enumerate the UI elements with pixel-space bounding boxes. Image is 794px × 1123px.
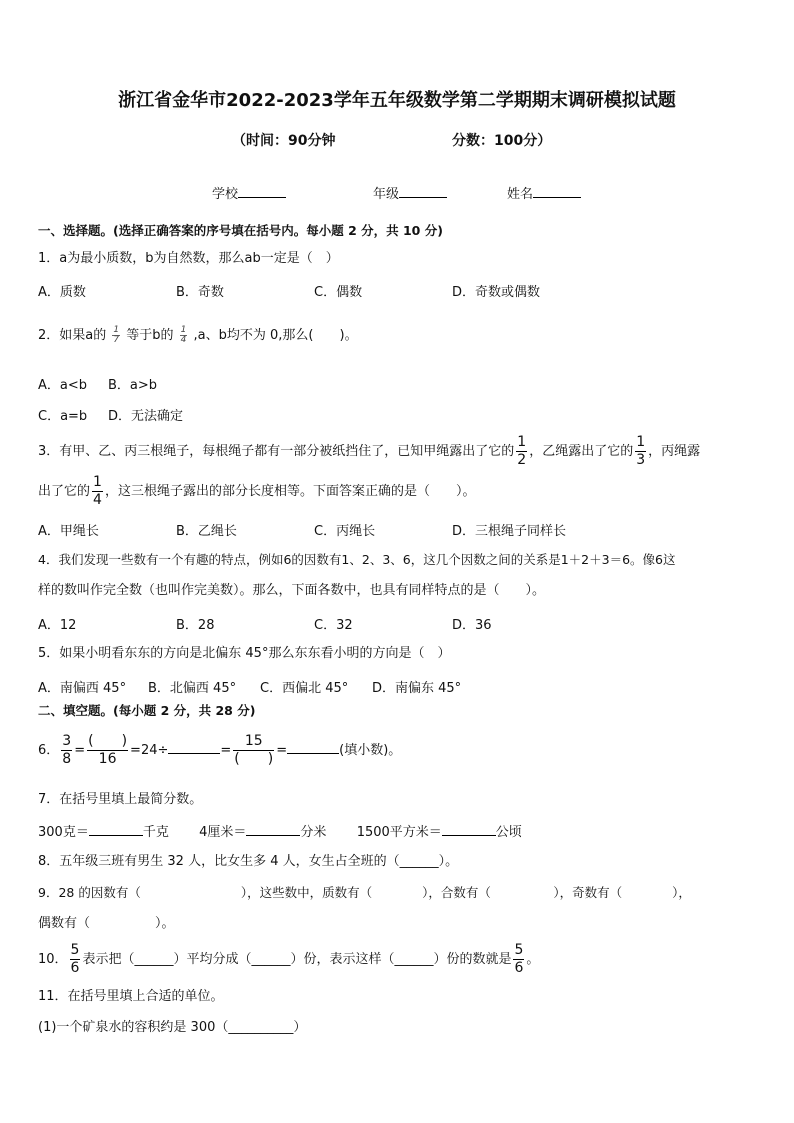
q9-line1: 9．28 的因数有（ ），这些数中，质数有（ ），合数有（ ），奇数有（ ）， bbox=[38, 885, 691, 900]
q2-fraction-2 bbox=[180, 326, 188, 345]
q2-f1-den: 7 bbox=[113, 335, 120, 345]
q3-option-a: A．甲绳长 bbox=[38, 524, 99, 539]
q6-f1-den: 8 bbox=[62, 751, 72, 767]
q5-option-c: C．西偏北 45° bbox=[260, 681, 349, 696]
q3-f1-den: 2 bbox=[517, 452, 527, 468]
q2-pre: 2．如果a的 bbox=[38, 328, 107, 343]
q6-fraction-3 bbox=[233, 733, 274, 768]
q3-line1 bbox=[38, 434, 700, 469]
q7-b-pre: 4厘米＝ bbox=[199, 825, 247, 840]
q2-option-a: A．a<b bbox=[38, 378, 88, 393]
section1-heading: 一、选择题。(选择正确答案的序号填在括号内。每小题 2 分，共 10 分) bbox=[38, 223, 443, 238]
q6-fraction-1 bbox=[61, 733, 72, 768]
q10-f1-num: 5 bbox=[70, 942, 80, 958]
q4-line2: 样的数叫作完全数（也叫作完美数）。那么，下面各数中，也具有同样特点的是（ ）。 bbox=[38, 583, 546, 598]
q4-option-d: D．36 bbox=[452, 618, 492, 633]
q4-option-c: C．32 bbox=[314, 618, 353, 633]
q6-num: 6． bbox=[38, 743, 60, 758]
q2-option-b: B．a>b bbox=[108, 378, 158, 393]
q1-text: 1．a为最小质数，b为自然数，那么ab一定是（ ） bbox=[38, 251, 339, 266]
score-label: 分数：100分） bbox=[452, 133, 552, 149]
q6-f3-num: 15 bbox=[233, 733, 274, 751]
q6-mid: =24÷ bbox=[130, 743, 169, 758]
q7-text: 7．在括号里填上最简分数。 bbox=[38, 792, 203, 807]
q10-text bbox=[38, 942, 539, 978]
q5-option-b: B．北偏西 45° bbox=[148, 681, 237, 696]
q1-option-c: C．偶数 bbox=[314, 285, 363, 300]
q8-text: 8．五年级三班有男生 32 人，比女生多 4 人，女生占全班的（______）。 bbox=[38, 854, 459, 869]
q4-line1: 4．我们发现一些数有一个有趣的特点，例如6的因数有1、2、3、6，这几个因数之间的关系是1＋2＋3＝6。像6这 bbox=[38, 552, 676, 567]
q2-f1-num: 1 bbox=[113, 325, 120, 335]
q2-text bbox=[38, 323, 358, 349]
q2-f2-num: 1 bbox=[180, 325, 187, 335]
q3-line2-pre: 出了它的 bbox=[38, 484, 91, 499]
q10-post: 。 bbox=[526, 952, 540, 967]
q7-b-unit: 分米 bbox=[300, 825, 327, 840]
q3-fraction-2 bbox=[635, 434, 646, 469]
q10-fraction-2 bbox=[513, 942, 524, 977]
q11-text: 11．在括号里填上合适的单位。 bbox=[38, 989, 224, 1004]
q3-option-b: B．乙绳长 bbox=[176, 524, 237, 539]
grade-field bbox=[373, 183, 447, 202]
q7-a-pre: 300克＝ bbox=[38, 825, 89, 840]
q11-sub1: (1)一个矿泉水的容积约是 300（__________） bbox=[38, 1020, 307, 1035]
q2-f2-den: 4 bbox=[180, 335, 187, 345]
q6-f1-num: 3 bbox=[62, 733, 72, 749]
q2-option-c: C．a=b bbox=[38, 409, 88, 424]
q9-line2: 偶数有（ ）。 bbox=[38, 916, 175, 931]
q6-blank-1[interactable] bbox=[168, 740, 220, 754]
q7-a-blank[interactable] bbox=[89, 822, 143, 836]
q2-post: ,a、b均不为 0,那么( )。 bbox=[193, 328, 358, 343]
q3-f3-den: 4 bbox=[93, 492, 102, 508]
q10-f2-den: 6 bbox=[514, 960, 524, 976]
q7-b-blank[interactable] bbox=[246, 822, 300, 836]
q7-blanks bbox=[38, 822, 522, 842]
q7-c-pre: 1500平方米＝ bbox=[356, 825, 442, 840]
q6-f3-den: ( ) bbox=[234, 751, 274, 767]
q6-fraction-2 bbox=[87, 733, 128, 768]
q3-mid2: ，丙绳露 bbox=[648, 444, 701, 459]
q3-mid1: ，乙绳露出了它的 bbox=[529, 444, 634, 459]
q3-f2-den: 3 bbox=[636, 452, 646, 468]
section2-heading: 二、填空题。(每小题 2 分，共 28 分) bbox=[38, 703, 256, 718]
q5-option-d: D．南偏东 45° bbox=[372, 681, 462, 696]
q5-text: 5．如果小明看东东的方向是北偏东 45°那么东东看小明的方向是（ ） bbox=[38, 646, 451, 661]
q3-option-d: D．三根绳子同样长 bbox=[452, 524, 567, 539]
time-label: （时间：90分钟 bbox=[232, 133, 336, 149]
q3-option-c: C．丙绳长 bbox=[314, 524, 376, 539]
q2-option-d: D．无法确定 bbox=[108, 409, 184, 424]
name-label: 姓名 bbox=[507, 187, 534, 202]
school-blank[interactable] bbox=[238, 184, 286, 198]
q3-f3-num: 1 bbox=[93, 474, 102, 490]
q3-fraction-1 bbox=[516, 434, 527, 469]
q1-option-b: B．奇数 bbox=[176, 285, 224, 300]
q2-fraction-1 bbox=[112, 326, 120, 345]
q7-c-unit: 公顷 bbox=[495, 825, 522, 840]
q3-pre: 3．有甲、乙、丙三根绳子，每根绳子都有一部分被纸挡住了，已知甲绳露出了它的 bbox=[38, 444, 515, 459]
q6-f2-den: 16 bbox=[98, 751, 117, 767]
name-blank[interactable] bbox=[533, 184, 581, 198]
page-title: 浙江省金华市2022-2023学年五年级数学第二学期期末调研模拟试题 bbox=[118, 90, 676, 111]
q10-f2-num: 5 bbox=[514, 942, 524, 958]
q4-option-a: A．12 bbox=[38, 618, 77, 633]
q6-f2-num: ( ) bbox=[88, 733, 128, 749]
q10-num: 10． bbox=[38, 952, 68, 967]
q3-f2-num: 1 bbox=[636, 434, 646, 450]
q7-c-blank[interactable] bbox=[442, 822, 496, 836]
q10-mid: 表示把（______）平均分成（______）份，表示这样（______）份的数就是 bbox=[82, 952, 512, 967]
grade-label: 年级 bbox=[373, 187, 400, 202]
school-field bbox=[212, 183, 286, 202]
q3-f1-num: 1 bbox=[517, 434, 527, 450]
q1-option-a: A．质数 bbox=[38, 285, 86, 300]
grade-blank[interactable] bbox=[399, 184, 447, 198]
q3-line2 bbox=[38, 474, 475, 509]
q2-mid: 等于b的 bbox=[126, 328, 174, 343]
q6-blank-2[interactable] bbox=[287, 740, 339, 754]
q10-fraction-1 bbox=[70, 942, 81, 977]
q1-option-d: D．奇数或偶数 bbox=[452, 285, 541, 300]
q10-f1-den: 6 bbox=[70, 960, 80, 976]
q3-line2-post: ，这三根绳子露出的部分长度相等。下面答案正确的是（ ）。 bbox=[104, 484, 476, 499]
q3-fraction-3 bbox=[92, 474, 103, 509]
q6-text: 6． $\frac{3}{8}$ = $\frac{( )}{16}$ =24÷ = $\frac{15}{( )}$ = (填小数)。 bbox=[38, 733, 402, 767]
q5-option-a: A．南偏西 45° bbox=[38, 681, 127, 696]
q6-post: (填小数)。 bbox=[339, 743, 402, 758]
name-field bbox=[507, 183, 581, 202]
q7-a-unit: 千克 bbox=[142, 825, 169, 840]
school-label: 学校 bbox=[212, 187, 239, 202]
q4-option-b: B．28 bbox=[176, 618, 215, 633]
